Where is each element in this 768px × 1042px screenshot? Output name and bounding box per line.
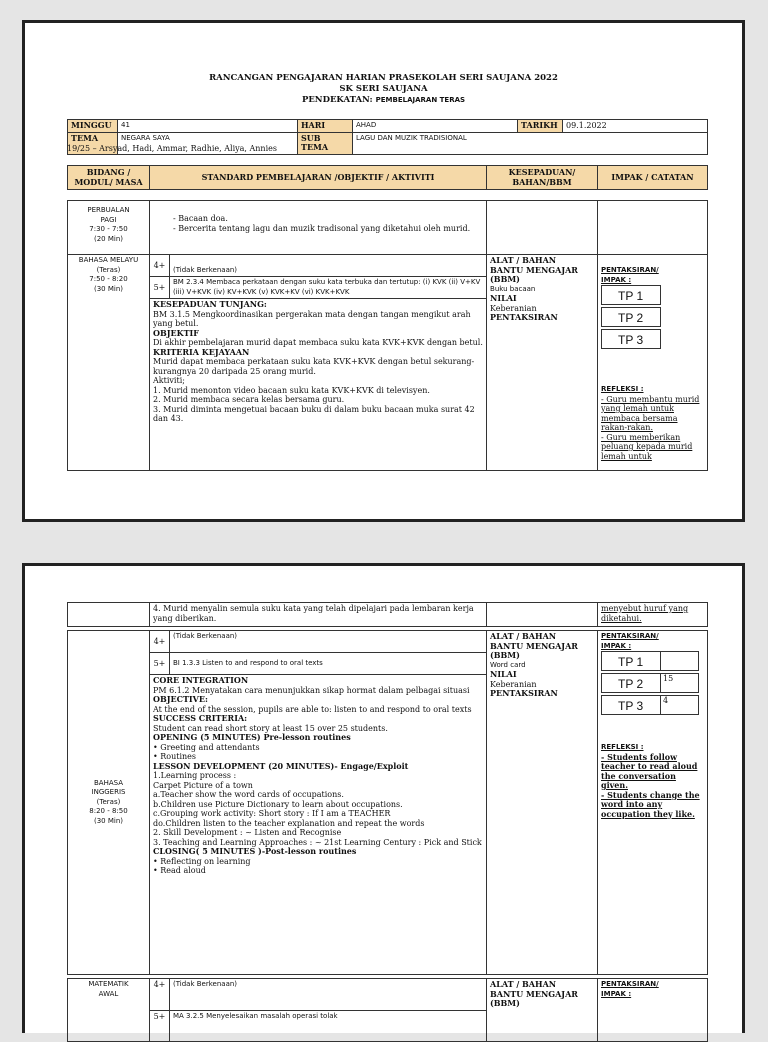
bi-details: CORE INTEGRATION PM 6.1.2 Menyatakan cara menunjukkan sikap hormat dalam pelbagai situasi OBJECTIVE: At the end of the session, pupils are able to: listen to and respond to oral texts SUCCESS CRITERIA: Student can read short story at least 15 over 25 students. OPENING (5 MINUTES) Pre-lesson routines • Greeting and attendants • Routines LESSON DEVELOPMENT (20 MINUTES)- Engage/Exploit 1.Learning process : Carpet Picture of a town a.Teacher show the word cards of occupations. b.Children use Picture Dictionary to learn about occupations. c.Grouping work activity: Short story : If I am a TEACHER do.Children listen to the teacher explanation and repeat the words 2. Skill Development : ~ Listen and Recognise 3. Teaching and Learning Approaches : ~ 21st Learning Century : Pick and Stick CLOSING( 5 MINUTES )-Post-lesson routines • Reflecting on learning • Read aloud — [150, 675, 487, 975]
level-4-text: (Tidak Berkenaan) — [170, 255, 487, 277]
level-5-text: BI 1.3.3 Listen to and respond to oral texts — [170, 653, 487, 675]
cont-kesepaduan — [487, 603, 598, 627]
list-item: - Bacaan doa. — [173, 214, 483, 224]
attendance-line: 19/25 – Arsyad, Hadi, Ammar, Radhie, Aliya, Annies — [67, 144, 277, 153]
header-impak: IMPAK / CATATAN — [598, 166, 708, 190]
cont-bidang — [68, 603, 150, 627]
mt-impak: PENTAKSIRAN/ IMPAK : — [598, 979, 708, 1042]
bi-impak: PENTAKSIRAN/ IMPAK : TP 1 TP 2 15 TP 3 4 REFLEKSI : - Students follow teacher to read aloud the conversation given. - Students change the word into any occupation they like. — [598, 631, 708, 975]
hari-label: HARI — [298, 120, 353, 133]
tp3-box: TP 3 — [601, 695, 661, 715]
mt-kesepaduan: ALAT / BAHAN BANTU MENGAJAR (BBM) — [487, 979, 598, 1042]
column-header-table — [67, 165, 708, 190]
bm-impak: PENTAKSIRAN/ IMPAK : TP 1 TP 2 TP 3 REFLEKSI : - Guru membantu murid yang lemah untuk membaca bersama rakan-rakan. - Guru memberikan peluang kepada murid lemah untuk — [598, 255, 708, 471]
bm-kesepaduan: ALAT / BAHAN BANTU MENGAJAR (BBM) Buku bacaan NILAI Keberanian PENTAKSIRAN — [487, 255, 598, 471]
level-4-badge: 4+ — [150, 255, 170, 277]
tp1-box: TP 1 — [601, 285, 661, 305]
level-4-text: (Tidak Berkenaan) — [170, 631, 487, 653]
tp2-count: 15 — [661, 673, 699, 693]
tema-value: NEGARA SAYA — [118, 132, 298, 154]
header-kesepaduan: KESEPADUAN/ BAHAN/BBM — [487, 166, 598, 190]
hari-value: AHAD — [353, 120, 518, 133]
header-standard: STANDARD PEMBELAJARAN /OBJEKTIF / AKTIVITI — [150, 166, 487, 190]
cont-text: 4. Murid menyalin semula suku kata yang telah dipelajari pada lembaran kerja yang diberikan. — [150, 603, 487, 627]
tarikh-label: TARIKH — [518, 120, 563, 133]
perbualan-cell: PERBUALAN PAGI 7:30 - 7:50 (20 Min) — [68, 201, 150, 255]
level-5-badge: 5+ — [150, 1010, 170, 1042]
school-name: SK SERI SAUJANA — [339, 84, 428, 94]
level-5-text: BM 2.3.4 Membaca perkataan dengan suku kata terbuka dan tertutup: (i) KVK (ii) V+KV (iii) V+KVK (iv) KV+KVK (v) KVK+KV (vi) KVK+KVK — [170, 277, 487, 299]
bi-cell: BAHASA INGGERIS (Teras) 8:20 - 8:50 (30 Min) — [68, 631, 150, 975]
lesson-table — [67, 200, 708, 471]
level-5-badge: 5+ — [150, 277, 170, 299]
bi-table — [67, 630, 708, 975]
tema-label: TEMA — [68, 132, 118, 154]
bi-kesepaduan: ALAT / BAHAN BANTU MENGAJAR (BBM) Word card NILAI Keberanian PENTAKSIRAN — [487, 631, 598, 975]
tp1-box: TP 1 — [601, 651, 661, 671]
minggu-label: MINGGU — [68, 120, 118, 133]
mt-cell: MATEMATIK AWAL — [68, 979, 150, 1042]
minggu-value: 41 — [118, 120, 298, 133]
level-4-text: (Tidak Berkenaan) — [170, 979, 487, 1011]
perbualan-kesepaduan — [487, 201, 598, 255]
tp2-box: TP 2 — [601, 307, 661, 327]
perbualan-impak — [598, 201, 708, 255]
list-item: - Bercerita tentang lagu dan muzik tradisonal yang diketahui oleh murid. — [173, 224, 483, 234]
subtema-value: LAGU DAN MUZIK TRADISIONAL — [353, 132, 708, 154]
tp3-count: 4 — [661, 695, 699, 715]
tp2-box: TP 2 — [601, 673, 661, 693]
bm-cell: BAHASA MELAYU (Teras) 7:50 - 8:20 (30 Min) — [68, 255, 150, 471]
level-5-badge: 5+ — [150, 653, 170, 675]
approach-line: PENDEKATAN: PEMBELAJARAN TERAS — [301, 95, 466, 105]
subtema-label: SUB TEMA — [298, 132, 353, 154]
continuation-table — [67, 602, 708, 627]
level-4-badge: 4+ — [150, 631, 170, 653]
header-bidang: BIDANG / MODUL/ MASA — [68, 166, 150, 190]
document-page-1 — [22, 20, 745, 522]
tarikh-value: 09.1.2022 — [563, 120, 708, 133]
perbualan-activities — [150, 201, 487, 255]
mt-table — [67, 978, 708, 1042]
tp1-count — [661, 651, 699, 671]
doc-title: RANCANGAN PENGAJARAN HARIAN PRASEKOLAH SERI SAUJANA 2022 — [209, 73, 558, 83]
level-5-text: MA 3.2.5 Menyelesaikan masalah operasi tolak — [170, 1010, 487, 1042]
document-page-2 — [22, 563, 745, 1033]
bm-details: KESEPADUAN TUNJANG: BM 3.1.5 Mengkoordinasikan pergerakan mata dengan tangan mengikut arah yang betul. OBJEKTIF Di akhir pembelajaran murid dapat membaca suku kata KVK+KVK dengan betul. KRITERIA KEJAYAAN Murid dapat membaca perkataan suku kata KVK+KVK dengan betul sekurang-kurangnya 20 daripada 25 orang murid. Aktiviti; 1. Murid menonton video bacaan suku kata KVK+KVK di televisyen. 2. Murid membaca secara kelas bersama guru. 3. Murid diminta mengetuai bacaan buku di dalam buku bacaan muka surat 42 dan 43. — [150, 299, 487, 471]
cont-impak: menyebut huruf yang diketahui. — [598, 603, 708, 627]
tp3-box: TP 3 — [601, 329, 661, 349]
level-4-badge: 4+ — [150, 979, 170, 1011]
